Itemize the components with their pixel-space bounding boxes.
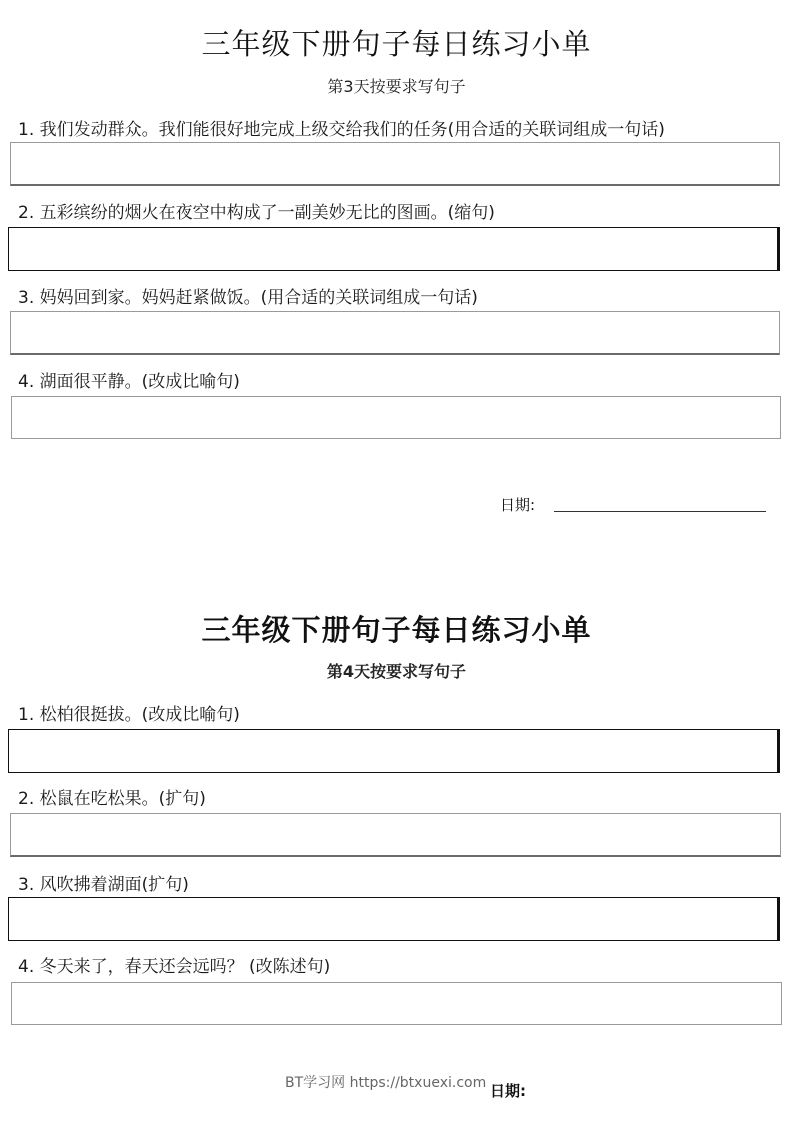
- worksheet-subtitle: 第4天按要求写句子: [326, 662, 467, 681]
- question-4-prompt: 4. 冬天来了，春天还会远吗？ (改陈述句): [18, 957, 331, 977]
- question-2-prompt: 2. 松鼠在吃松果。(扩句): [18, 789, 206, 809]
- question-1-answer-box[interactable]: [10, 142, 780, 186]
- question-4-prompt: 4. 湖面很平静。(改成比喻句): [18, 372, 240, 392]
- question-4-answer-box[interactable]: [11, 982, 782, 1025]
- question-3-prompt: 3. 风吹拂着湖面(扩句): [18, 875, 189, 895]
- question-1-answer-box[interactable]: [8, 729, 780, 773]
- footer-watermark: BT学习网 https://btxuexi.com: [285, 1075, 487, 1091]
- question-2-prompt: 2. 五彩缤纷的烟火在夜空中构成了一副美妙无比的图画。(缩句): [18, 203, 495, 223]
- question-1-prompt: 1. 松柏很挺拔。(改成比喻句): [18, 705, 240, 725]
- date-input-line[interactable]: [554, 511, 766, 512]
- question-3-answer-box[interactable]: [10, 311, 780, 355]
- worksheet-title: 三年级下册句子每日练习小单: [201, 613, 592, 647]
- date-label: 日期:: [490, 1082, 526, 1100]
- question-1-prompt: 1. 我们发动群众。我们能很好地完成上级交给我们的任务(用合适的关联词组成一句话): [18, 120, 665, 140]
- question-4-answer-box[interactable]: [11, 396, 781, 439]
- worksheet-subtitle: 第3天按要求写句子: [327, 77, 466, 96]
- worksheet-title: 三年级下册句子每日练习小单: [201, 27, 592, 61]
- question-3-prompt: 3. 妈妈回到家。妈妈赶紧做饭。(用合适的关联词组成一句话): [18, 288, 478, 308]
- question-2-answer-box[interactable]: [10, 813, 781, 857]
- question-3-answer-box[interactable]: [8, 897, 780, 941]
- date-label: 日期:: [500, 496, 536, 514]
- question-2-answer-box[interactable]: [8, 227, 780, 271]
